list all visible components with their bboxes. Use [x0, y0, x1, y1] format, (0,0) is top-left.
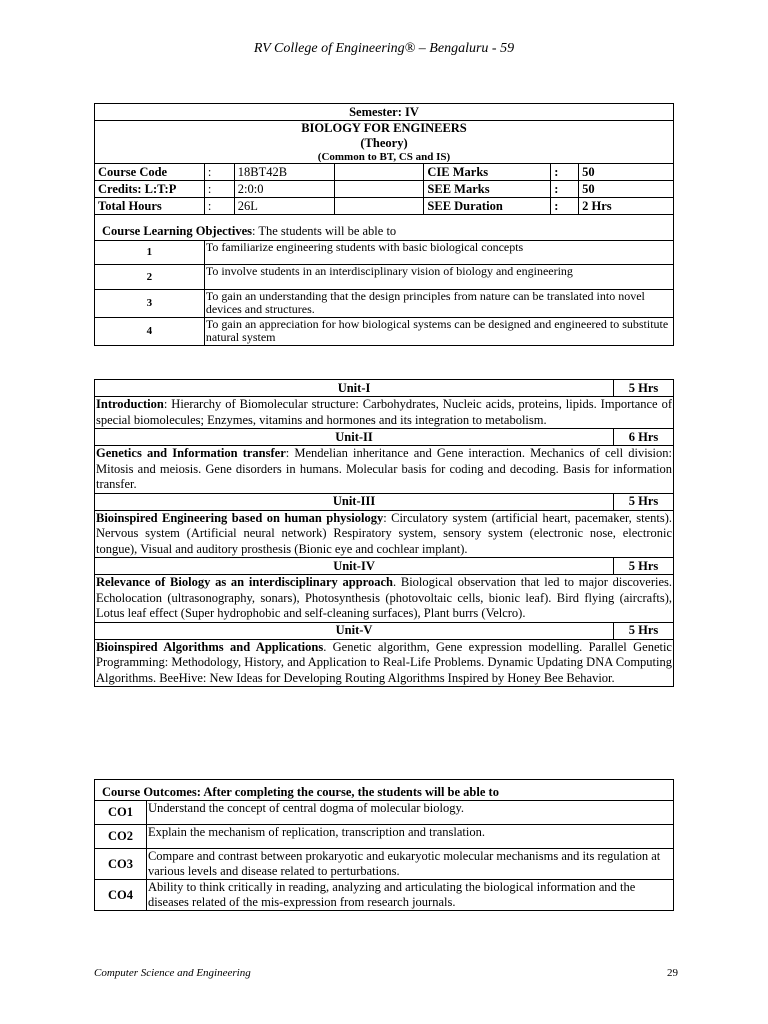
objectives-heading-bold: Course Learning Objectives — [102, 224, 252, 238]
row-label: Course Code — [95, 164, 205, 181]
unit-text: : Mendelian inheritance and Gene interaction. Mechanics of cell division: Mitosis and meiosis. Gene disorders in humans. Molecular basis for coding and decoding. Basis for information transfer. — [96, 446, 672, 491]
unit-hours: 5 Hrs — [614, 493, 674, 510]
objectives-heading — [95, 215, 674, 241]
objective-text: To familiarize engineering students with basic biological concepts — [204, 241, 673, 265]
empty-cell — [334, 198, 424, 215]
unit-text: . Genetic algorithm, Gene expression modelling. Parallel Genetic Programming: Methodology, History, and Application to Real-Life Problems. Dynamic Updating DNA Computing Algorithms. BeeHive: New Ideas for Developing Routing Algorithms Inspired by Honey Bee Behavior. — [96, 639, 672, 685]
row-value: 2:0:0 — [234, 181, 334, 198]
unit-title: Unit-I — [95, 380, 614, 397]
unit-header — [95, 380, 674, 397]
unit-topic: Genetics and Information transfer — [96, 446, 286, 460]
outcome-row — [95, 825, 674, 849]
objective-row — [95, 318, 674, 346]
unit-topic: Relevance of Biology as an interdisciplinary approach — [96, 575, 393, 589]
units-table — [94, 379, 674, 687]
semester: Semester: IV — [95, 104, 674, 121]
outcome-code: CO3 — [95, 849, 147, 880]
outcome-text: Compare and contrast between prokaryotic and eukaryotic molecular mechanisms and its regulation at various levels and disease related to perturbations. — [146, 849, 673, 880]
outcomes-heading: Course Outcomes: After completing the course, the students will be able to — [95, 780, 674, 801]
unit-content — [95, 446, 674, 494]
objective-number: 3 — [95, 290, 205, 318]
unit-topic: Bioinspired Engineering based on human physiology — [96, 510, 384, 525]
unit-content — [95, 397, 674, 429]
outcome-text: Understand the concept of central dogma of molecular biology. — [146, 801, 673, 825]
row-label: Total Hours — [95, 198, 205, 215]
unit-header — [95, 493, 674, 510]
unit-text: : Circulatory system (artificial heart, pacemaker, stents). Nervous system (Artificial neural network) Respiratory system, sensory system (electronic nose, electronic tongue), Visual and auditory prosthesis (Bionic eye and cochlear implant). — [96, 510, 672, 556]
objective-row — [95, 265, 674, 290]
unit-text: . Biological observation that led to major discoveries. Echolocation (ultrasonography, sonars), Photosynthesis (photovoltaic cells, bionic leaf). Bird flying (aircrafts), Lotus leaf effect (Super hydrophobic and self-cleaning surfaces), Plant burrs (Velcro). — [96, 575, 672, 620]
row-label-2: CIE Marks — [424, 164, 551, 181]
row-value-2: 2 Hrs — [579, 198, 674, 215]
row-label-2: SEE Duration — [424, 198, 551, 215]
page-number: 29 — [667, 967, 678, 979]
row-label-2: SEE Marks — [424, 181, 551, 198]
row-value: 26L — [234, 198, 334, 215]
course-row — [95, 198, 674, 215]
unit-header — [95, 429, 674, 446]
empty-cell — [334, 181, 424, 198]
outcome-row — [95, 849, 674, 880]
objective-text: To gain an appreciation for how biological systems can be designed and engineered to substitute natural system — [204, 318, 673, 346]
unit-hours: 5 Hrs — [614, 622, 674, 639]
unit-title: Unit-IV — [95, 558, 614, 575]
objective-number: 2 — [95, 265, 205, 290]
course-row — [95, 164, 674, 181]
objective-text: To involve students in an interdisciplinary vision of biology and engineering — [204, 265, 673, 290]
row-label: Credits: L:T:P — [95, 181, 205, 198]
unit-header — [95, 622, 674, 639]
objective-number: 4 — [95, 318, 205, 346]
outcome-code: CO1 — [95, 801, 147, 825]
separator: : — [204, 198, 234, 215]
course-common: (Common to BT, CS and IS) — [95, 151, 674, 164]
row-value-2: 50 — [579, 164, 674, 181]
row-value-2: 50 — [579, 181, 674, 198]
separator-2: : — [551, 181, 579, 198]
separator: : — [204, 181, 234, 198]
outcome-row — [95, 880, 674, 911]
unit-hours: 5 Hrs — [614, 558, 674, 575]
objective-row — [95, 241, 674, 265]
outcome-row — [95, 801, 674, 825]
unit-content — [95, 639, 674, 687]
separator: : — [204, 164, 234, 181]
unit-topic: Bioinspired Algorithms and Applications — [96, 639, 324, 654]
unit-text: : Hierarchy of Biomolecular structure: Carbohydrates, Nucleic acids, proteins, lipids. Importance of special biomolecules; Enzymes, vitamins and hormones and its integration to metabolism. — [96, 397, 672, 427]
course-type: (Theory) — [95, 136, 674, 151]
objective-text: To gain an understanding that the design principles from nature can be translated into novel devices and structures. — [204, 290, 673, 318]
footer-department: Computer Science and Engineering — [94, 967, 251, 979]
unit-title: Unit-II — [95, 429, 614, 446]
outcomes-table — [94, 779, 674, 911]
unit-hours: 5 Hrs — [614, 380, 674, 397]
course-title: BIOLOGY FOR ENGINEERS — [95, 121, 674, 137]
unit-content — [95, 510, 674, 558]
course-row — [95, 181, 674, 198]
unit-content — [95, 575, 674, 623]
objective-row — [95, 290, 674, 318]
objectives-heading-rest: : The students will be able to — [251, 224, 397, 238]
course-info-table — [94, 103, 674, 346]
outcome-text: Explain the mechanism of replication, transcription and translation. — [146, 825, 673, 849]
separator-2: : — [551, 198, 579, 215]
page-header: RV College of Engineering® – Bengaluru - 59 — [253, 41, 515, 56]
unit-header — [95, 558, 674, 575]
outcome-code: CO2 — [95, 825, 147, 849]
outcome-text: Ability to think critically in reading, analyzing and articulating the biological information and the diseases related of the mis-expression from research journals. — [146, 880, 673, 911]
empty-cell — [334, 164, 424, 181]
unit-title: Unit-V — [95, 622, 614, 639]
separator-2: : — [551, 164, 579, 181]
row-value: 18BT42B — [234, 164, 334, 181]
unit-title: Unit-III — [95, 493, 614, 510]
unit-hours: 6 Hrs — [614, 429, 674, 446]
unit-topic: Introduction — [96, 397, 164, 411]
outcome-code: CO4 — [95, 880, 147, 911]
objective-number: 1 — [95, 241, 205, 265]
